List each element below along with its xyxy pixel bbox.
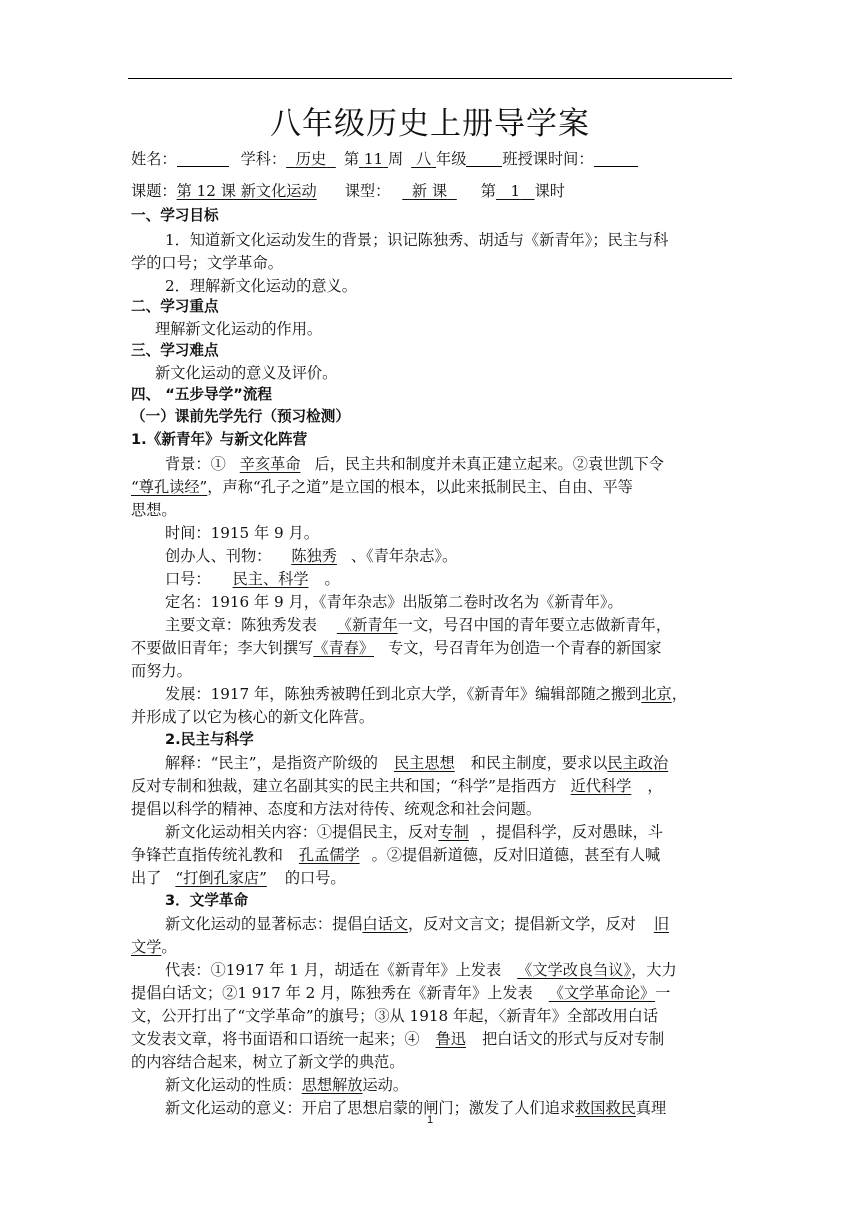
- related-line-2: 争锋芒直指传统礼教和 孔孟儒学 。②提倡新道德，反对旧道德，甚至有人喊: [131, 846, 661, 864]
- background-line-3: 思想。: [131, 501, 177, 519]
- part2-heading: 2.民主与科学: [165, 731, 254, 748]
- representatives-line-5: 的内容结合起来，树立了新文学的典范。: [131, 1053, 405, 1071]
- time-line: 时间：1915 年 9 月。: [165, 524, 319, 542]
- name-blank: [177, 150, 229, 167]
- explanation-line-1: 解释：“民主”，是指资产阶级的 民主思想 和民主制度，要求以民主政治: [165, 754, 669, 772]
- page-number: 1: [426, 1114, 434, 1126]
- objective-1: 1．知道新文化运动发生的背景；识记陈独秀、胡适与《新青年》；民主与科: [165, 231, 669, 249]
- related-line-3: 出了 “打倒孔家店” 的口号。: [131, 869, 346, 887]
- objective-1-cont: 学的口号；文学革命。: [131, 254, 283, 272]
- naming-line: 定名：1916 年 9 月，《青年杂志》出版第二卷时改名为《新青年》。: [165, 593, 623, 611]
- development-line-2: 并形成了以它为核心的新文化阵营。: [131, 708, 374, 726]
- slogan-line: 口号： 民主、科学 。: [165, 570, 340, 588]
- answer-autocracy: 专制: [438, 823, 469, 841]
- background-line-1: 背景：① 辛亥革命 后，民主共和制度并未真正建立起来。②袁世凯下令: [165, 455, 664, 473]
- related-line-1: 新文化运动相关内容：①提倡民主，反对专制 ，提倡科学，反对愚昧，斗: [165, 823, 663, 841]
- lesson-type-value: 新 课: [411, 182, 448, 200]
- document-title: 八年级历史上册导学案: [270, 106, 590, 142]
- nature-line: 新文化运动的性质：思想解放运动。: [165, 1076, 408, 1094]
- part3-heading: 3．文学革命: [165, 892, 249, 909]
- representatives-line-1: 代表：①1917 年 1 月，胡适在《新青年》上发表 《文学改良刍议》，大力: [165, 961, 677, 979]
- background-line-2: “尊孔读经”，声称“孔子之道”是立国的根本，以此来抵制民主、自由、平等: [131, 478, 633, 496]
- articles-line-3: 而努力。: [131, 662, 192, 680]
- answer-lu-xun: 鲁迅: [435, 1030, 466, 1048]
- answer-liberation: 思想解放: [301, 1076, 363, 1094]
- header-info-line: 姓名： 学科： 历史 第 11 周 八 年级 班授课时间：: [131, 148, 735, 171]
- answer-old-literature-b: 文学: [131, 938, 162, 956]
- representatives-line-3: 文，公开打出了“文学革命”的旗号；③从 1918 年起，〈新青年》全部改用白话: [131, 1007, 659, 1025]
- answer-chen-duxiu: 陈独秀: [291, 547, 337, 565]
- objective-2: 2．理解新文化运动的意义。: [165, 277, 357, 295]
- representatives-line-4: 文发表文章，将书面语和口语统一起来；④ 鲁迅 把白话文的形式与反对专制: [131, 1030, 665, 1048]
- answer-beijing: 北京: [641, 685, 672, 703]
- articles-line-2: 不要做旧青年；李大钊撰写《青春》 专文，号召青年为创造一个青春的新国家: [131, 639, 662, 657]
- period-value: 1: [510, 182, 521, 200]
- week-value: 11: [363, 150, 384, 168]
- explanation-line-3: 提倡以科学的精神、态度和方法对待传、统观念和社会问题。: [131, 800, 542, 818]
- answer-down-with-confucius: “打倒孔家店”: [175, 869, 267, 887]
- representatives-line-2: 提倡白话文；②1 917 年 2 月，陈独秀在《新青年》上发表 《文学革命论》一: [131, 984, 671, 1002]
- answer-confucianism: 孔孟儒学: [298, 846, 360, 864]
- focus-text: 理解新文化运动的作用。: [155, 320, 323, 338]
- answer-vernacular: 白话文: [362, 915, 408, 933]
- answer-democratic-thought: 民主思想: [393, 754, 455, 772]
- answer-qingchun: 《青春》: [313, 639, 374, 657]
- section-heading-process: 四、 “五步导学”流程: [131, 386, 273, 403]
- difficulty-text: 新文化运动的意义及评价。: [155, 364, 338, 382]
- class-time-blank: [594, 150, 638, 167]
- section-heading-difficulty: 三、学习难点: [131, 342, 219, 359]
- topic-value: 第 12 课 新文化运动: [176, 182, 317, 200]
- answer-democratic-politics: 民主政治: [607, 754, 669, 772]
- answer-old-literature-a: 旧: [653, 915, 669, 933]
- explanation-line-2: 反对专制和独裁，建立名副其实的民主共和国；“科学”是指西方 近代科学 ，: [131, 777, 663, 795]
- section-heading-focus: 二、学习重点: [131, 298, 219, 315]
- answer-xinhai-revolution: 辛亥革命: [239, 455, 301, 473]
- mark-line-1: 新文化运动的显著标志：提倡白话文，反对文言文；提倡新文学，反对 旧: [165, 915, 669, 933]
- answer-save-nation: 救国救民: [575, 1099, 636, 1117]
- development-line-1: 发展：1917 年，陈独秀被聘任到北京大学，《新青年》编辑部随之搬到北京，: [165, 685, 687, 703]
- subsection-preview: （一）课前先学先行（预习检测）: [131, 408, 350, 425]
- answer-modern-science: 近代科学: [570, 777, 632, 795]
- header-rule: [128, 78, 732, 79]
- topic-line: 课题：第 12 课 新文化运动 课型： 新 课 第 1 课时: [131, 182, 565, 200]
- answer-literary-reform: 《文学改良刍议》: [517, 961, 632, 979]
- mark-line-2: 文学。: [131, 938, 177, 956]
- grade-blank: [466, 150, 502, 167]
- part1-heading: 1.《新青年》与新文化阵营: [131, 431, 308, 448]
- significance-line: 新文化运动的意义：开启了思想启蒙的闸门；激发了人们追求救国救民真理: [165, 1099, 667, 1117]
- section-heading-objectives: 一、学习目标: [131, 207, 219, 224]
- answer-democracy-science: 民主、科学: [232, 570, 309, 588]
- grade-value: 八: [416, 150, 432, 168]
- subject-value: 历史: [295, 150, 327, 168]
- founder-line: 创办人、刊物： 陈独秀 、《青年杂志》。: [165, 547, 458, 565]
- answer-new-youth-article: 《新青年: [336, 616, 398, 634]
- answer-literary-revolution: 《文学革命论》: [548, 984, 656, 1002]
- articles-line-1: 主要文章：陈独秀发表 《新青年一文，号召中国的青年要立志做新青年，: [165, 616, 671, 634]
- answer-zunkong-dujing: “尊孔读经”: [131, 478, 208, 496]
